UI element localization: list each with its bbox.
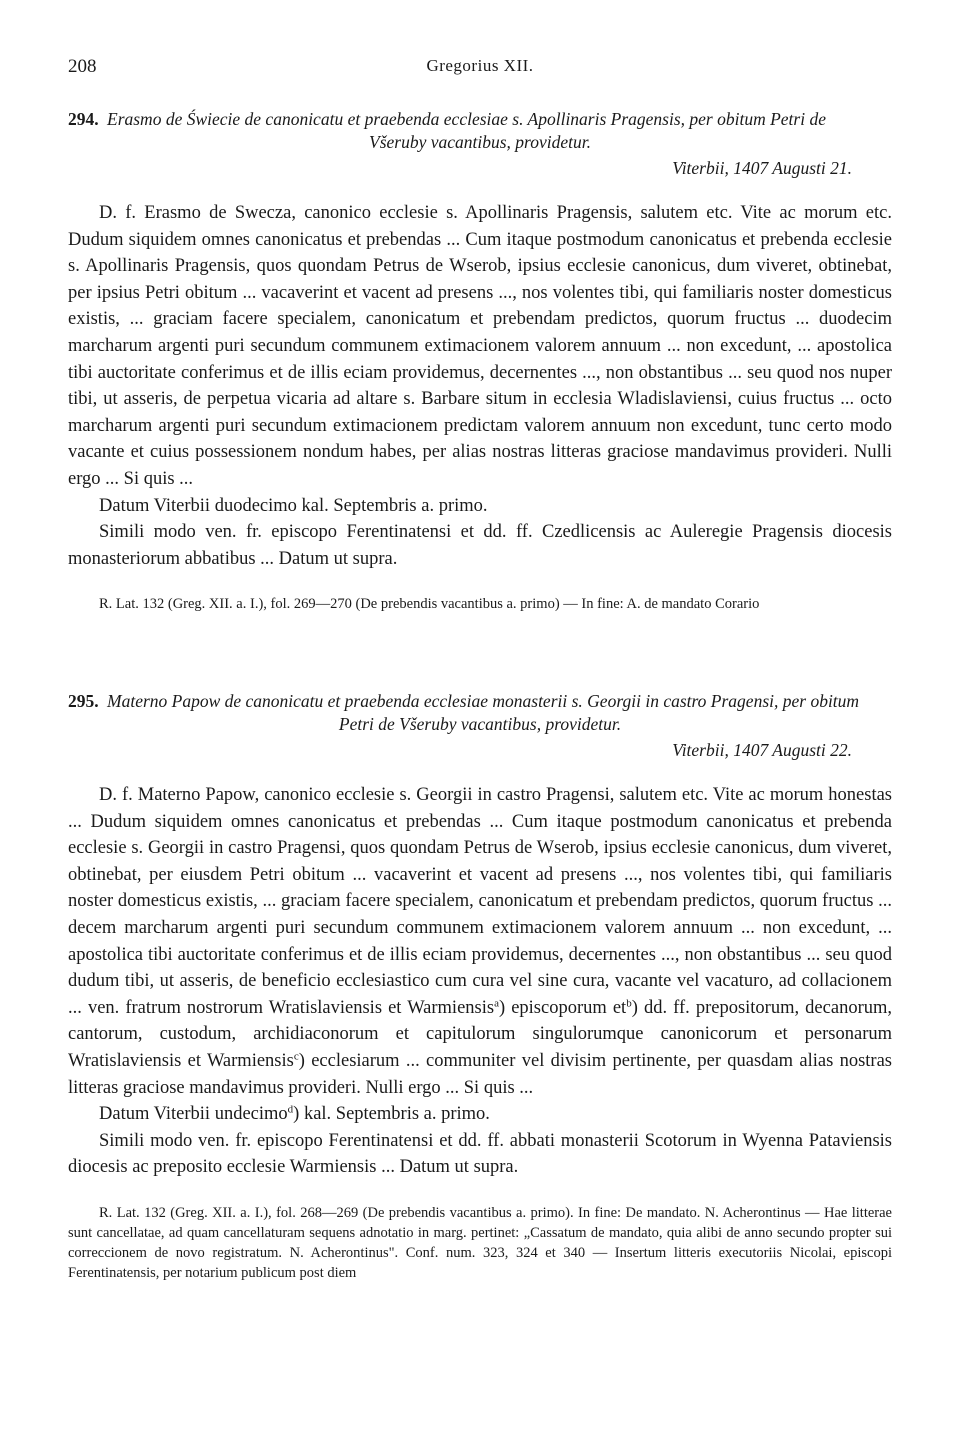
note-text: R. Lat. 132 (Greg. XII. a. I.), fol. 269—270 (De prebendis vacantibus a. primo) — In fine: A. de mandato Corario xyxy=(99,596,760,613)
entry-295 xyxy=(68,690,892,1283)
simili-paragraph: Simili modo ven. fr. episcopo Ferentinatensi et dd. ff. Czedlicensis ac Auleregie Pragensis diocesis monasteriorum abbatibus ... Datum ut supra. xyxy=(68,522,892,569)
datum-line: Datum Viterbii duodecimo kal. Septembris a. primo. xyxy=(99,495,488,516)
entry-summary xyxy=(68,690,892,736)
footnote-marker-a: a xyxy=(494,997,499,1010)
footnote-marker-d: d xyxy=(287,1103,294,1116)
summary-line-2: Petri de Všeruby vacantibus, providetur. xyxy=(338,714,622,734)
archival-note xyxy=(68,1203,892,1283)
summary-line-1: Erasmo de Świecie de canonicatu et praebenda ecclesiae s. Apollinaris Pragensis, per obitum Petri de xyxy=(107,109,826,129)
footnote-marker-b: b xyxy=(626,997,632,1010)
page-number: 208 xyxy=(68,56,97,77)
body-paragraph xyxy=(68,782,892,1101)
body-text-part: ) ecclesiarum ... communiter vel divisim pertinente, per quasdam alias nostras litteras graciose mandavimus provideri. Nulli ergo ... Si quis ... xyxy=(68,1050,892,1098)
entry-294 xyxy=(68,108,892,614)
running-title: Gregorius XII. xyxy=(426,56,534,75)
body-text-part: ) dd. ff. prepositorum, decanorum, cantorum, custodum, archidiaconorum et capitulorum singulorumque canonicorum et personarum Wratislaviensis et Warmiensis xyxy=(68,997,892,1071)
body-text-part: ) episcoporum et xyxy=(498,997,627,1018)
summary-line-2: Všeruby vacantibus, providetur. xyxy=(369,132,591,152)
datum-line xyxy=(68,1101,892,1128)
simili-paragraph: Simili modo ven. fr. episcopo Ferentinatensi et dd. ff. abbati monasterii Scotorum in Wyenna Pataviensis diocesis ac preposito ecclesie Warmiensis ... Datum ut supra. xyxy=(68,1130,892,1178)
body-paragraph: D. f. Erasmo de Swecza, canonico ecclesie s. Apollinaris Pragensis, salutem etc. Vite ac morum etc. Dudum siquidem omnes canonicatus et prebendas ... Cum itaque postmodum canonicatus et prebenda ecclesie s. Apollinaris Pragensis, quos quondam Petrus de Wserob, ipsius ecclesie canonicus, dum viveret, obtinebat, per ipsius Petri obitum ... vacaverint et vacent ad presens ..., nos volentes tibi, qui familiaris noster domesticus existis, ... graciam facere specialem, canonicatum et prebendam predictos, quorum fructus ... duodecim marcharum argenti puri secundum communem extimacionem valorem annuum ... non excedunt, ... apostolica tibi auctoritate conferimus et de illis eciam providemus, decernentes ..., non obstantibus ... seu quod nos nuper tibi, ut asseris, de perpetua vicaria ad altare s. Barbare situm in ecclesia Wladislaviensi, cuius fructus ... octo marcharum argenti puri secundum extimacionem predictam valorem annuum non excedunt, tunc certo modo vacante et cuius possessionem nondum habes, per alias nostras litteras graciose mandavimus provideri. Nulli ergo ... Si quis ... xyxy=(68,203,892,489)
summary-line-1: Materno Papow de canonicatu et praebenda ecclesiae monasterii s. Georgii in castro Pragensi, per obitum xyxy=(107,691,860,711)
entry-summary xyxy=(68,108,892,154)
dateline: Viterbii, 1407 Augusti 22. xyxy=(672,740,852,760)
entry-body xyxy=(68,782,892,1181)
dateline: Viterbii, 1407 Augusti 21. xyxy=(672,158,852,178)
footnote-marker-c: c xyxy=(293,1050,299,1063)
body-text-part: Datum Viterbii undecimo xyxy=(99,1104,288,1125)
entry-number: 294. xyxy=(68,109,99,129)
archival-note xyxy=(68,594,892,614)
note-text: R. Lat. 132 (Greg. XII. a. I.), fol. 268—269 (De prebendis vacantibus a. primo). In fine: De mandato. N. Acherontinus — Hae litterae sunt cancellatae, ad quam cancellaturam sequens adnotatio in marg. pertinet: „Cassatum de mandato, quia alibi de anno secundo propter sui correccionem de novo registratum. N. Acherontinus". Conf. num. 323, 324 et 340 — Insertum litteris executoriis Nicolai, episcopi Ferentinatensis, per notarium publicum post diem xyxy=(68,1204,892,1281)
entry-body xyxy=(68,200,892,572)
entry-number: 295. xyxy=(68,691,99,711)
running-head xyxy=(68,56,892,80)
body-text-part: ) kal. Septembris a. primo. xyxy=(293,1104,490,1125)
body-text-part: D. f. Materno Papow, canonico ecclesie s. Georgii in castro Pragensi, salutem etc. Vite ac morum honestas ... Dudum siquidem omnes canonicatus et prebendas ... Cum itaque postmodum canonicatus et prebenda ecclesie s. Georgii in castro Pragensi, quos quondam Petrus de Wserob, ipsius ecclesie canonicus, dum viveret, obtinebat, per eiusdem Petri obitum ... vacaverint et vacent ad presens ..., nos volentes tibi, qui familiaris noster domesticus existis, ... graciam facere specialem, canonicatum et prebendam predictos, quorum fructus ... decem marcharum argenti puri secundum communem extimacionem valorem annuum ... non excedunt, ... apostolica tibi auctoritate conferimus et de illis eciam providemus, decernentes ..., non obstantibus ... seu quod dudum tibi, ut asseris, de beneficio ecclesiastico cum cura vel sine cura, vacante vel vacaturo, ad collacionem ... ven. fratrum nostrorum Wratislaviensis et Warmiensis xyxy=(68,785,892,1018)
